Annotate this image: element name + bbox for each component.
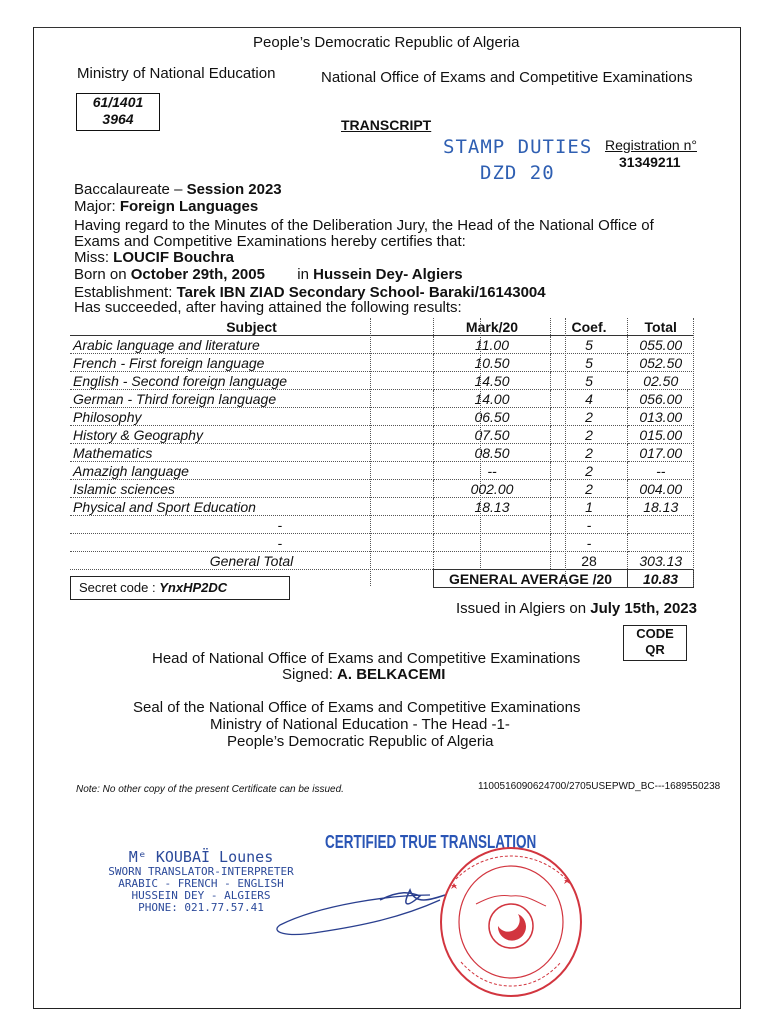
coef-cell: 4: [551, 390, 628, 408]
total-cell: 017.00: [628, 444, 694, 462]
table-row: [70, 480, 694, 498]
table-divider-2: [480, 318, 481, 568]
table-row: [70, 426, 694, 444]
registration-number: 31349211: [619, 154, 681, 170]
succeeded-line: Has succeeded, after having attained the following results:: [74, 299, 462, 316]
birth-line: [74, 266, 463, 283]
coef-cell: 2: [551, 426, 628, 444]
seal-line-3: People’s Democratic Republic of Algeria: [227, 733, 494, 750]
table-divider-1: [370, 318, 371, 586]
total-cell: 004.00: [628, 480, 694, 498]
total-cell: 055.00: [628, 336, 694, 354]
subject-cell: German - Third foreign language: [70, 390, 434, 408]
table-header-row: [70, 318, 694, 336]
total-cell: 18.13: [628, 498, 694, 516]
general-total-row: [70, 552, 694, 570]
header-coef: Coef.: [551, 318, 628, 336]
candidate-name: LOUCIF Bouchra: [113, 249, 235, 266]
coef-cell: 5: [551, 336, 628, 354]
general-total-coef: 28: [551, 552, 628, 570]
code-qr-line-2: QR: [645, 642, 665, 657]
issued-prefix: Issued in Algiers on: [456, 600, 587, 617]
official-seal-icon: [436, 844, 586, 1000]
table-row: [70, 372, 694, 390]
table-divider-4: [693, 318, 694, 586]
birth-date: October 29th, 2005: [130, 266, 265, 283]
major-label: Major:: [74, 198, 116, 215]
secret-code-box: [70, 576, 290, 600]
session-value: Session 2023: [186, 181, 282, 198]
mark-cell: [434, 534, 551, 552]
serial-number: 1100516090624700/2705USEPWD_BC---1689550238: [478, 781, 721, 792]
note-text: Note: No other copy of the present Certificate can be issued.: [76, 784, 344, 795]
table-divider-3: [565, 318, 566, 586]
reference-box: [76, 93, 160, 131]
subject-cell: Mathematics: [70, 444, 434, 462]
table-row: [70, 516, 694, 534]
general-total-mark: [434, 552, 551, 570]
certify-line-1: Having regard to the Minutes of the Deliberation Jury, the Head of the National Office of: [74, 217, 654, 234]
born-label: Born on: [74, 266, 127, 283]
total-cell: 052.50: [628, 354, 694, 372]
mark-cell: --: [434, 462, 551, 480]
subject-cell: Physical and Sport Education: [70, 498, 434, 516]
subject-cell: English - Second foreign language: [70, 372, 434, 390]
coef-cell: 2: [551, 462, 628, 480]
subject-cell: Amazigh language: [70, 462, 434, 480]
office-name: National Office of Exams and Competitive Examinations: [321, 69, 693, 86]
mark-cell: 07.50: [434, 426, 551, 444]
coef-cell: 2: [551, 408, 628, 426]
general-total-label: General Total: [70, 552, 434, 570]
name-label: Miss:: [74, 249, 109, 266]
birth-place: Hussein Dey- Algiers: [313, 266, 463, 283]
general-total-value: 303.13: [628, 552, 694, 570]
establishment-label: Establishment:: [74, 284, 173, 301]
signed-name: A. BELKACEMI: [337, 666, 446, 683]
seal-line-1: Seal of the National Office of Exams and Competitive Examinations: [133, 699, 581, 716]
stamp-amount: DZD 20: [480, 162, 555, 184]
coef-cell: 5: [551, 354, 628, 372]
head-title: Head of National Office of Exams and Competitive Examinations: [152, 650, 581, 667]
secret-code-label: Secret code :: [79, 580, 156, 595]
mark-cell: 08.50: [434, 444, 551, 462]
table-row: [70, 354, 694, 372]
coef-cell: 2: [551, 444, 628, 462]
general-average-label: GENERAL AVERAGE /20: [434, 570, 628, 588]
country-title: People’s Democratic Republic of Algeria: [253, 34, 520, 51]
subject-cell: History & Geography: [70, 426, 434, 444]
total-cell: --: [628, 462, 694, 480]
major-line: [74, 198, 258, 215]
subject-cell: Islamic sciences: [70, 480, 434, 498]
mark-cell: 10.50: [434, 354, 551, 372]
subject-cell: Arabic language and literature: [70, 336, 434, 354]
signed-line: [282, 666, 445, 683]
mark-cell: 002.00: [434, 480, 551, 498]
coef-cell: 5: [551, 372, 628, 390]
subject-cell: Philosophy: [70, 408, 434, 426]
total-cell: 013.00: [628, 408, 694, 426]
secret-code-value: YnxHP2DC: [159, 580, 228, 595]
general-average-value: 10.83: [628, 570, 694, 588]
mark-cell: 14.00: [434, 390, 551, 408]
born-in-label: in: [297, 266, 309, 283]
registration-label: Registration n°: [605, 137, 697, 153]
signed-label: Signed:: [282, 666, 333, 683]
stamp-duties: STAMP DUTIES: [443, 136, 593, 158]
table-row: [70, 336, 694, 354]
session-prefix: Baccalaureate –: [74, 181, 183, 198]
results-table: [70, 318, 694, 588]
coef-cell: 2: [551, 480, 628, 498]
coef-cell: -: [551, 516, 628, 534]
seal-line-2: Ministry of National Education - The Head -1-: [210, 716, 510, 733]
translator-line-3: HUSSEIN DEY - ALGIERS: [131, 889, 271, 902]
establishment-value: Tarek IBN ZIAD Secondary School- Baraki/16143004: [176, 284, 546, 301]
total-cell: 056.00: [628, 390, 694, 408]
reference-line-1: 61/1401: [92, 94, 144, 110]
coef-cell: -: [551, 534, 628, 552]
table-row: [70, 534, 694, 552]
table-row: [70, 498, 694, 516]
subject-cell: French - First foreign language: [70, 354, 434, 372]
mark-cell: 14.50: [434, 372, 551, 390]
issued-line: [456, 600, 697, 617]
issued-date: July 15th, 2023: [590, 600, 697, 617]
subject-cell: -: [70, 516, 434, 534]
table-row: [70, 390, 694, 408]
certify-line-2: Exams and Competitive Examinations hereby certifies that:: [74, 233, 466, 250]
certified-translation: CERTIFIED TRUE TRANSLATION: [325, 832, 537, 852]
table-body: [70, 336, 694, 552]
subject-cell: -: [70, 534, 434, 552]
table-row: [70, 408, 694, 426]
header-subject: Subject: [70, 318, 434, 336]
total-cell: 02.50: [628, 372, 694, 390]
total-cell: 015.00: [628, 426, 694, 444]
mark-cell: [434, 516, 551, 534]
translator-line-4: PHONE: 021.77.57.41: [138, 901, 264, 914]
reference-line-2: 3964: [102, 111, 134, 127]
table-row: [70, 462, 694, 480]
session-line: [74, 181, 282, 198]
code-qr-box: [623, 625, 687, 661]
mark-cell: 11.00: [434, 336, 551, 354]
total-cell: [628, 534, 694, 552]
translator-line-1: SWORN TRANSLATOR-INTERPRETER: [108, 865, 294, 878]
total-cell: [628, 516, 694, 534]
translator-name: Mᵉ KOUBAÏ Lounes: [128, 848, 274, 866]
candidate-line: [74, 249, 234, 266]
header-mark: Mark/20: [434, 318, 551, 336]
coef-cell: 1: [551, 498, 628, 516]
code-qr-line-1: CODE: [636, 626, 674, 641]
mark-cell: 06.50: [434, 408, 551, 426]
header-total: Total: [628, 318, 694, 336]
mark-cell: 18.13: [434, 498, 551, 516]
major-value: Foreign Languages: [119, 198, 259, 215]
table-row: [70, 444, 694, 462]
ministry-name: Ministry of National Education: [77, 65, 276, 82]
translator-line-2: ARABIC - FRENCH - ENGLISH: [118, 877, 284, 890]
document-title: TRANSCRIPT: [341, 117, 432, 133]
